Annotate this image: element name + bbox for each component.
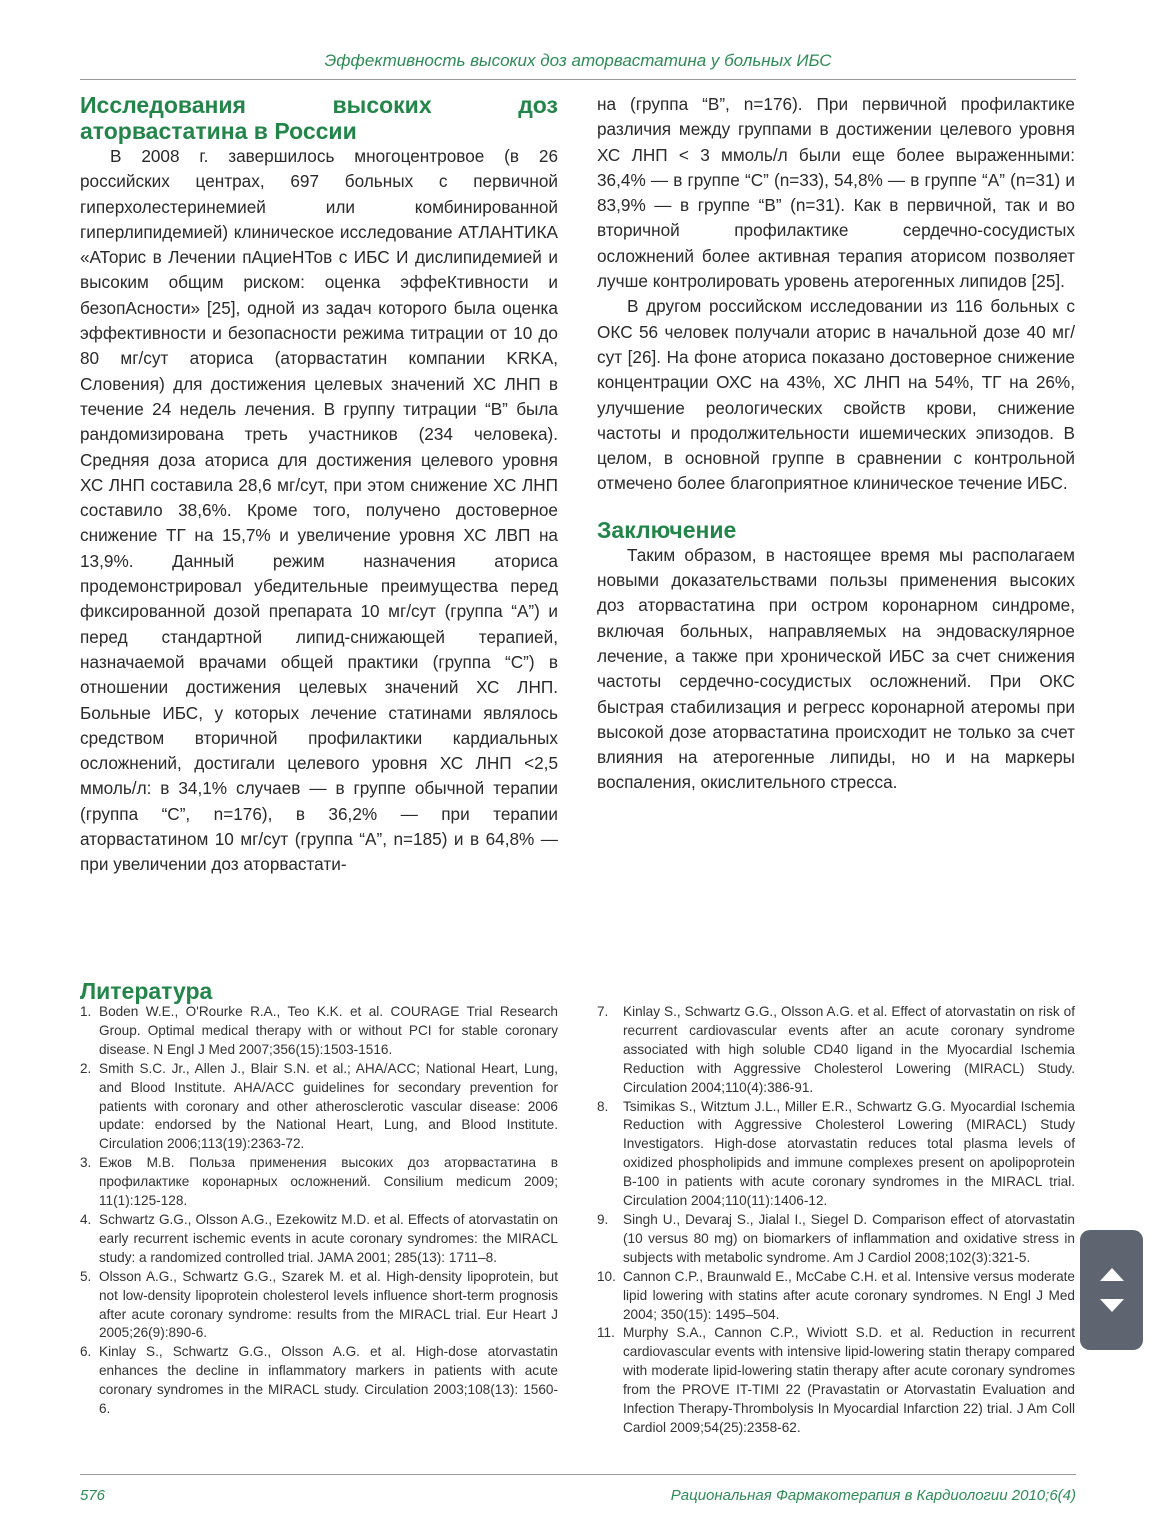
reference-item: 3. Ежов М.В. Польза применения высоких доз аторвастатина в профилактике коронарных осложнений. Consilium medicum 2009; 11(1):125-128. xyxy=(80,1155,558,1209)
arrow-up-icon[interactable] xyxy=(1100,1268,1124,1281)
reference-item: 1. Boden W.E., O'Rourke R.A., Teo K.K. et al. COURAGE Trial Research Group. Optimal medical therapy with or without PCI for stable coronary disease. N Engl J Med 2007;356(15):1503-1516. xyxy=(80,1004,558,1057)
right-column xyxy=(597,92,1075,796)
paragraph: Таким образом, в настоящее время мы располагаем новыми доказательствами пользы применения высоких доз аторвастатина при остром коронарном синдроме, включая больных, направляемых на эндоваскулярное лечение, а также при хронической ИБС за счет снижения частоты сердечно-сосудистых осложнений. При ОКС быстрая стабилизация и регресс коронарной атеромы при высокой дозе аторвастатина происходит не только за счет влияния на атерогенные липиды, но и на маркеры воспаления, окислительного стресса. xyxy=(597,544,1075,793)
reference-item: 4. Schwartz G.G., Olsson A.G., Ezekowitz M.D. et al. Effects of atorvastatin on early recurrent ischemic events in acute coronary syndromes: the MIRACL study: a randomized controlled trial. JAMA 2001; 285(13): 1711–8. xyxy=(80,1211,558,1265)
references-list-right xyxy=(597,1003,1075,1438)
reference-item: 5. Olsson A.G., Schwartz G.G., Szarek M. et al. High-density lipoprotein, but not low-density lipoprotein cholesterol levels influence short-term prognosis after acute coronary syndrome: results from the MIRACL trial. Eur Heart J 2005;26(9):890-6. xyxy=(80,1268,558,1341)
arrow-down-icon[interactable] xyxy=(1100,1299,1124,1312)
reference-item: 6. Kinlay S., Schwartz G.G., Olsson A.G. et al. High-dose atorvastatin enhances the decline in inflammatory markers in patients with acute coronary syndromes in the MIRACL study. Circulation 2003;108(13): 1560-6. xyxy=(80,1344,558,1417)
reference-item: 10. Cannon C.P., Braunwald E., McCabe C.H. et al. Intensive versus moderate lipid lowering with statins after acute coronary syndromes. N Engl J Med 2004; 350(15): 1495–504. xyxy=(597,1268,1075,1322)
reference-item: 7. Kinlay S., Schwartz G.G., Olsson A.G. et al. Effect of atorvastatin on risk of recurrent cardiovascular events after an acute coronary syndrome associated with high soluble CD40 ligand in the Myocardial Ischemia Reduction with Aggressive Cholesterol Lowering (MIRACL) Study. Circulation 2004;110(4):386-91. xyxy=(597,1004,1075,1095)
paragraph: В 2008 г. завершилось многоцентровое (в 26 российских центрах, 697 больных с первичной гиперхолестеринемией или комбинированной гиперлипидемией) клиническое исследование АТЛАНТИКА «АТорис в Лечении пАциеНТов с ИБС И дислипидемией и высоким общим риском: оценка эффеКтивности и безопАсности» [25], одной из задач которого была оценка эффективности и безопасности режима титрации от 10 до 80 мг/сут аториса (аторвастатин компании KRKA, Словения) для достижения целевых значений ХС ЛНП в течение 24 недель лечения. В группу титрации “B” была рандомизирована треть участников (234 человека). Средняя доза аториса для достижения целевого уровня ХС ЛНП составила 28,6 мг/сут, при этом снижение ХС ЛНП составило 38,6%. Кроме того, получено достоверное снижение ТГ на 15,7% и увеличение уровня ХС ЛВП на 13,9%. Данный режим назначения аториса продемонстрировал убедительные преимущества перед фиксированной дозой препарата 10 мг/сут (группа “А”) и перед стандартной липид-снижающей терапией, назначаемой врачами общей практики (группа “С”) в отношении достижения целевых значений ХС ЛНП. Больные ИБС, у которых лечение статинами являлось средством вторичной профилактики кардиальных осложнений, достигали целевого уровня ХС ЛНП <2,5 ммоль/л: в 34,1% случаев — в группе обычной терапии (группа “С”, n=176), в 36,2% — при терапии аторвастатином 10 мг/сут (группа “А”, n=185) и в 64,8% —при увеличении доз аторвастати- xyxy=(80,146,558,875)
journal-citation: Рациональная Фармакотерапия в Кардиологии 2010;6(4) xyxy=(670,1487,1076,1504)
paragraph: В другом российском исследовании из 116 больных с ОКС 56 человек получали аторис в начальной дозе 40 мг/сут [26]. На фоне аториса показано достоверное снижение концентрации ОХС на 43%, ХС ЛНП на 54%, ТГ на 26%, улучшение реологических свойств крови, снижение частоты и продолжительности ишемических эпизодов. В целом, в основной группе в сравнении с контрольной отмечено более благоприятное клиническое течение ИБС. xyxy=(597,296,1075,494)
reference-item: 11. Murphy S.A., Cannon C.P., Wiviott S.D. et al. Reduction in recurrent cardiovascular events with intensive lipid-lowering statin therapy compared with moderate lipid-lowering statin therapy after acute coronary syndromes from the PROVE IT-TIMI 22 (Pravastatin or Atorvastatin Evaluation and Infection Therapy-Thrombolysis In Myocardial Infarction 22) trial. J Am Coll Cardiol 2009;54(25):2358-62. xyxy=(597,1325,1075,1435)
references-list-left xyxy=(80,1003,558,1419)
page-footer xyxy=(80,1474,1076,1508)
running-title: Эффективность высоких доз аторвастатина у больных ИБС xyxy=(324,51,832,70)
running-header xyxy=(80,50,1076,80)
section-title-conclusion: Заключение xyxy=(597,516,737,543)
paragraph: на (группа “В”, n=176). При первичной профилактике различия между группами в достижении целевого уровня ХС ЛНП < 3 ммоль/л были еще более выраженными: 36,4% — в группе “С” (n=33), 54,8% — в группе “А” (n=31) и 83,9% — в группе “В” (n=31). Как в первичной, так и во вторичной профилактике сердечно-сосудистых осложнений более активная терапия аторисом позволяет лучше контролировать уровень атерогенных липидов [25]. xyxy=(597,94,1075,292)
page-scroll-widget xyxy=(1080,1230,1143,1350)
page-number: 576 xyxy=(80,1487,106,1504)
reference-item: 9. Singh U., Devaraj S., Jialal I., Siegel D. Comparison effect of atorvastatin (10 versus 80 mg) on biomarkers of inflammation and oxidative stress in subjects with metabolic syndrome. Am J Cardiol 2008;102(3):321-5. xyxy=(597,1211,1075,1265)
reference-item: 2. Smith S.C. Jr., Allen J., Blair S.N. et al.; AHA/ACC; National Heart, Lung, and Blood Institute. AHA/ACC guidelines for secondary prevention for patients with coronary and other atherosclerotic vascular disease: 2006 update: endorsed by the National Heart, Lung, and Blood Institute. Circulation 2006;113(19):2363-72. xyxy=(80,1060,558,1152)
references-title: Литература xyxy=(80,978,213,1004)
left-column xyxy=(80,92,558,878)
reference-item: 8. Tsimikas S., Witztum J.L., Miller E.R., Schwartz G.G. Myocardial Ischemia Reduction with Aggressive Cholesterol Lowering (MIRACL) Study Investigators. High-dose atorvastatin reduces total plasma levels of oxidized phospholipids and immune complexes present on apolipoprotein B-100 in patients with acute coronary syndromes in the MIRACL trial. Circulation 2004;110(11):1406-12. xyxy=(597,1098,1075,1209)
section-title-russia-studies: Исследования высоких доз аторвастатина в России xyxy=(80,92,558,144)
